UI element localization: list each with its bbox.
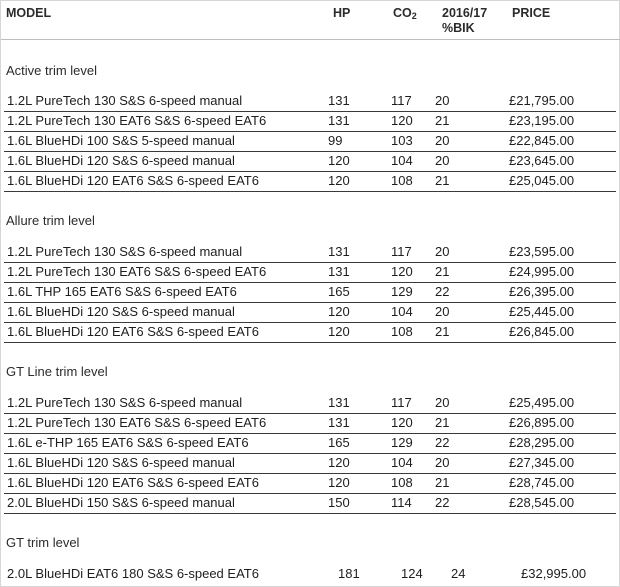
bik-cell: 20 <box>435 153 450 168</box>
bik-cell: 21 <box>435 264 450 279</box>
hp-cell: 165 <box>328 284 350 299</box>
price-cell: £27,345.00 <box>509 455 575 470</box>
hp-cell: 120 <box>328 304 350 319</box>
co2-cell: 103 <box>391 133 413 148</box>
table-row <box>4 494 616 514</box>
model-cell: 1.6L BlueHDi 120 S&S 6-speed manual <box>7 304 235 319</box>
co2-cell: 108 <box>391 173 413 188</box>
bik-cell: 20 <box>435 244 450 259</box>
hp-cell: 131 <box>328 93 350 108</box>
price-cell: £26,395.00 <box>509 284 575 299</box>
model-cell: 1.6L e-THP 165 EAT6 S&S 6-speed EAT6 <box>7 435 249 450</box>
bik-cell: 22 <box>435 495 450 510</box>
co2-cell: 120 <box>391 415 413 430</box>
table-row <box>4 323 616 343</box>
co2-cell: 114 <box>391 495 412 510</box>
bik-cell: 21 <box>435 113 450 128</box>
hp-cell: 99 <box>328 133 343 148</box>
model-cell: 1.6L BlueHDi 120 S&S 6-speed manual <box>7 153 235 168</box>
table-row <box>4 303 616 323</box>
co2-cell: 117 <box>391 93 412 108</box>
hp-cell: 131 <box>328 113 350 128</box>
header-hp: HP <box>333 6 351 20</box>
section-title-active: Active trim level <box>6 63 98 78</box>
bik-cell: 20 <box>435 395 450 410</box>
price-cell: £25,495.00 <box>509 395 575 410</box>
price-cell: £23,595.00 <box>509 244 575 259</box>
co2-cell: 120 <box>391 264 413 279</box>
hp-cell: 181 <box>338 566 360 581</box>
price-cell: £28,545.00 <box>509 495 575 510</box>
header-bik-year: 2016/17 <box>442 6 488 20</box>
table-row <box>4 474 616 494</box>
model-cell: 1.6L BlueHDi 120 EAT6 S&S 6-speed EAT6 <box>7 173 259 188</box>
bik-cell: 22 <box>435 435 450 450</box>
price-cell: £25,045.00 <box>509 173 575 188</box>
co2-cell: 104 <box>391 455 413 470</box>
section-title-gt-line: GT Line trim level <box>6 364 108 379</box>
co2-cell: 117 <box>391 244 412 259</box>
header-price: PRICE <box>512 6 551 20</box>
table-row <box>4 434 616 454</box>
co2-cell: 104 <box>391 153 413 168</box>
model-cell: 1.2L PureTech 130 S&S 6-speed manual <box>7 244 243 259</box>
price-cell: £26,845.00 <box>509 324 575 339</box>
header-model: MODEL <box>6 6 52 20</box>
hp-cell: 131 <box>328 395 350 410</box>
price-cell: £23,645.00 <box>509 153 575 168</box>
model-cell: 2.0L BlueHDi 150 S&S 6-speed manual <box>7 495 235 510</box>
table-row <box>4 414 616 434</box>
header-co2 <box>393 6 417 21</box>
hp-cell: 131 <box>328 244 350 259</box>
hp-cell: 120 <box>328 173 350 188</box>
co2-cell: 108 <box>391 475 413 490</box>
price-cell: £25,445.00 <box>509 304 575 319</box>
table-row <box>4 565 616 584</box>
hp-cell: 131 <box>328 415 350 430</box>
co2-cell: 129 <box>391 435 413 450</box>
table-row <box>4 172 616 192</box>
price-cell: £21,795.00 <box>509 93 575 108</box>
hp-cell: 120 <box>328 475 350 490</box>
section-title-allure: Allure trim level <box>6 213 95 228</box>
table-row <box>4 394 616 414</box>
table-row <box>4 92 616 112</box>
header-bik-label: %BIK <box>442 21 475 35</box>
model-cell: 1.6L THP 165 EAT6 S&S 6-speed EAT6 <box>7 284 237 299</box>
model-cell: 1.6L BlueHDi 120 EAT6 S&S 6-speed EAT6 <box>7 475 259 490</box>
table-row <box>4 263 616 283</box>
co2-cell: 117 <box>391 395 412 410</box>
header-co2-text: CO <box>393 6 412 20</box>
table-row <box>4 152 616 172</box>
hp-cell: 120 <box>328 324 350 339</box>
bik-cell: 20 <box>435 93 450 108</box>
co2-cell: 124 <box>401 566 423 581</box>
hp-cell: 131 <box>328 264 350 279</box>
table-row <box>4 454 616 474</box>
hp-cell: 120 <box>328 153 350 168</box>
table-row <box>4 283 616 303</box>
header-co2-subscript: 2 <box>411 11 417 21</box>
table-row <box>4 243 616 263</box>
bik-cell: 21 <box>435 324 450 339</box>
price-cell: £28,745.00 <box>509 475 575 490</box>
table-row <box>4 132 616 152</box>
price-cell: £28,295.00 <box>509 435 575 450</box>
price-cell: £22,845.00 <box>509 133 575 148</box>
price-cell: £26,895.00 <box>509 415 575 430</box>
bik-cell: 20 <box>435 133 450 148</box>
model-cell: 1.6L BlueHDi 100 S&S 5-speed manual <box>7 133 235 148</box>
co2-cell: 120 <box>391 113 413 128</box>
hp-cell: 165 <box>328 435 350 450</box>
bik-cell: 20 <box>435 304 450 319</box>
bik-cell: 24 <box>451 566 466 581</box>
price-cell: £32,995.00 <box>521 566 587 581</box>
model-cell: 1.2L PureTech 130 EAT6 S&S 6-speed EAT6 <box>7 415 267 430</box>
bik-cell: 20 <box>435 455 450 470</box>
model-cell: 1.6L BlueHDi 120 EAT6 S&S 6-speed EAT6 <box>7 324 259 339</box>
section-title-gt: GT trim level <box>6 535 80 550</box>
model-cell: 1.2L PureTech 130 S&S 6-speed manual <box>7 395 243 410</box>
header-divider <box>1 39 620 40</box>
model-cell: 2.0L BlueHDi EAT6 180 S&S 6-speed EAT6 <box>7 566 259 581</box>
hp-cell: 150 <box>328 495 350 510</box>
price-cell: £24,995.00 <box>509 264 575 279</box>
co2-cell: 104 <box>391 304 413 319</box>
co2-cell: 129 <box>391 284 413 299</box>
bik-cell: 21 <box>435 173 450 188</box>
bik-cell: 21 <box>435 415 450 430</box>
header-bik <box>442 6 487 36</box>
bik-cell: 22 <box>435 284 450 299</box>
hp-cell: 120 <box>328 455 350 470</box>
price-cell: £23,195.00 <box>509 113 575 128</box>
bik-cell: 21 <box>435 475 450 490</box>
model-cell: 1.2L PureTech 130 S&S 6-speed manual <box>7 93 243 108</box>
co2-cell: 108 <box>391 324 413 339</box>
model-cell: 1.2L PureTech 130 EAT6 S&S 6-speed EAT6 <box>7 264 267 279</box>
model-cell: 1.2L PureTech 130 EAT6 S&S 6-speed EAT6 <box>7 113 267 128</box>
model-cell: 1.6L BlueHDi 120 S&S 6-speed manual <box>7 455 235 470</box>
table-row <box>4 112 616 132</box>
